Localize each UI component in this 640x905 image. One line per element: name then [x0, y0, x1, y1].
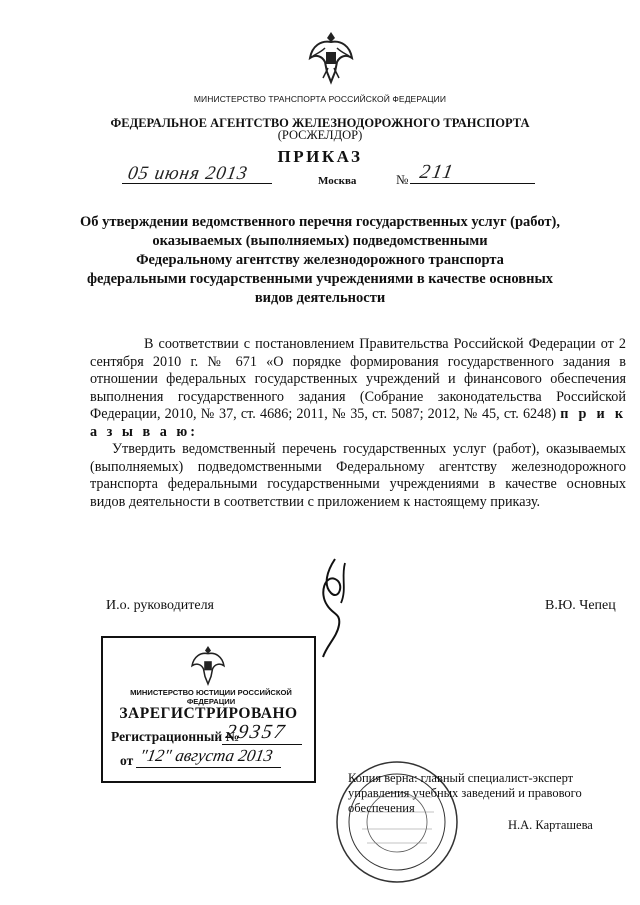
- stamp-emblem-icon: [188, 643, 228, 687]
- body-paragraph-2: Утвердить ведомственный перечень государственных услуг (работ), оказываемых (выполняемых) подведомственными Федеральному агентству железнодорожного транспорта федеральными государственными учреждениями в качестве основных видов деятельности в соответствии с приложением к настоящему приказу.: [90, 441, 626, 510]
- title-line: видов деятельности: [254, 290, 386, 306]
- signatory-name: В.Ю. Чепец: [545, 598, 616, 613]
- stamp-date: "12" августа 2013: [138, 746, 275, 765]
- order-directive: п р и к а з ы в а ю:: [90, 406, 627, 440]
- stamp-date-underline: [136, 767, 281, 768]
- order-number-label: №: [396, 172, 409, 187]
- order-date: 05 июня 2013: [126, 163, 250, 184]
- stamp-number-underline: [222, 744, 302, 745]
- document-title: [0, 213, 640, 308]
- coat-of-arms-emblem: [306, 28, 356, 86]
- stamp-status: ЗАРЕГИСТРИРОВАНО: [119, 705, 298, 722]
- number-underline: [410, 183, 535, 184]
- signatory-role: И.о. руководителя: [106, 598, 215, 613]
- paragraph-1-text: В соответствии с постановлением Правительства Российской Федерации от 2 сентября 2010 г. № 671 «О порядке формирования государственного задания в отношении федеральных государственных учреждений и финансового обеспечения выполнения государственного задания (Собрание законодательства Российской Федерации, 2010, № 37, ст. 4686; 2011, № 35, ст. 5087; 2012, № 45, ст. 6248): [90, 336, 626, 422]
- agency-name: ФЕДЕРАЛЬНОЕ АГЕНТСТВО ЖЕЛЕЗНОДОРОЖНОГО ТРАНСПОРТА: [110, 116, 530, 130]
- title-line: Федеральному агентству железнодорожного транспорта: [136, 252, 504, 268]
- copy-cert-line-2: управления учебных заведений и правового: [348, 786, 582, 800]
- order-city: Москва: [318, 175, 357, 187]
- document-type: ПРИКАЗ: [277, 147, 363, 166]
- title-line: Об утверждении ведомственного перечня государственных услуг (работ),: [79, 214, 560, 230]
- title-line: федеральными государственными учреждениями в качестве основных: [86, 271, 554, 287]
- title-line: оказываемых (выполняемых) подведомственными: [152, 233, 488, 249]
- order-number: 211: [418, 161, 457, 183]
- body-paragraph-1: [90, 336, 626, 441]
- agency-short-name: (РОСЖЕЛДОР): [277, 128, 363, 142]
- stamp-number: 29357: [224, 721, 289, 743]
- stamp-ministry: МИНИСТЕРСТВО ЮСТИЦИИ РОССИЙСКОЙ ФЕДЕРАЦИИ: [130, 688, 292, 706]
- copy-cert-line-1: Копия верна: главный специалист-эксперт: [348, 771, 574, 785]
- copy-cert-line-3: обеспечения: [348, 801, 415, 815]
- stamp-number-label: Регистрационный №: [111, 729, 240, 744]
- date-underline: [122, 183, 272, 184]
- copy-cert-name: Н.А. Карташева: [508, 818, 593, 832]
- stamp-date-label: от: [120, 753, 134, 768]
- ministry-name: МИНИСТЕРСТВО ТРАНСПОРТА РОССИЙСКОЙ ФЕДЕРАЦИИ: [193, 94, 447, 104]
